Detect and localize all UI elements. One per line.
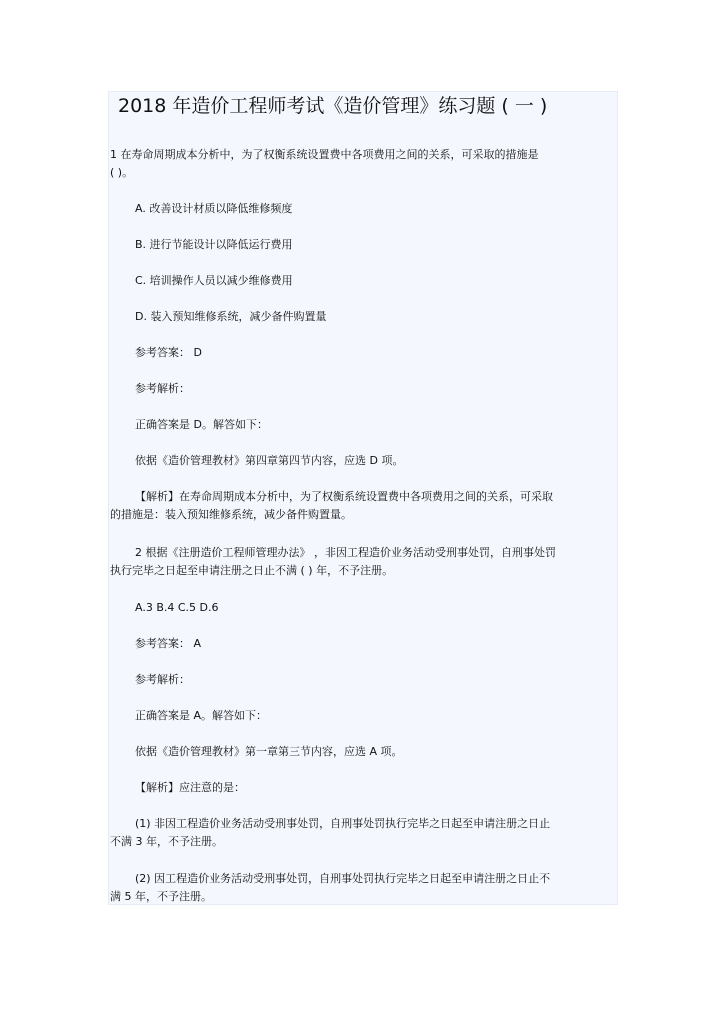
question-1-option-d: D. 装入预知维修系统，减少备件购置量 <box>135 310 327 323</box>
question-1-option-b: B. 进行节能设计以降低运行费用 <box>135 238 293 251</box>
question-2-reference-answer: 参考答案： A <box>135 637 202 650</box>
question-2-stem-line-2: 执行完毕之日起至申请注册之日止不满 ( ) 年，不予注册。 <box>110 564 394 577</box>
question-1-analysis-heading: 参考解析： <box>135 382 190 395</box>
question-1-option-c: C. 培训操作人员以减少维修费用 <box>135 274 293 287</box>
document-title: 2018 年造价工程师考试《造价管理》练习题 ( 一 ) <box>118 95 548 117</box>
question-1-stem-line-2: ( )。 <box>110 166 134 179</box>
question-2-correct-answer: 正确答案是 A。解答如下： <box>135 709 268 722</box>
question-1-explanation-line-2: 的措施是：装入预知维修系统，减少备件购置量。 <box>110 508 352 521</box>
question-1-basis: 依据《造价管理教材》第四章第四节内容，应选 D 项。 <box>135 454 404 467</box>
question-2-explanation-heading: 【解析】应注意的是： <box>135 781 245 794</box>
question-1-stem-line-1: 1 在寿命周期成本分析中，为了权衡系统设置费中各项费用之间的关系，可采取的措施是 <box>110 148 539 161</box>
question-2-stem-line-1: 2 根据《注册造价工程师管理办法》 ，非因工程造价业务活动受刑事处罚，自刑事处罚 <box>135 546 556 559</box>
question-2-analysis-heading: 参考解析： <box>135 673 190 686</box>
question-2-options: A.3 B.4 C.5 D.6 <box>135 601 219 614</box>
question-1-reference-answer: 参考答案： D <box>135 346 202 359</box>
question-2-note-2-line-1: (2) 因工程造价业务活动受刑事处罚，自刑事处罚执行完毕之日起至申请注册之日止不 <box>135 872 551 885</box>
question-1-explanation-line-1: 【解析】在寿命周期成本分析中，为了权衡系统设置费中各项费用之间的关系，可采取 <box>135 490 553 503</box>
question-2-note-2-line-2: 满 5 年，不予注册。 <box>110 890 212 903</box>
question-1-correct-answer: 正确答案是 D。解答如下： <box>135 418 268 431</box>
question-2-note-1-line-1: (1) 非因工程造价业务活动受刑事处罚，自刑事处罚执行完毕之日起至申请注册之日止 <box>135 817 551 830</box>
question-2-note-1-line-2: 不满 3 年，不予注册。 <box>110 835 223 848</box>
question-1-option-a: A. 改善设计材质以降低维修频度 <box>135 202 293 215</box>
question-2-basis: 依据《造价管理教材》第一章第三节内容，应选 A 项。 <box>135 745 403 758</box>
